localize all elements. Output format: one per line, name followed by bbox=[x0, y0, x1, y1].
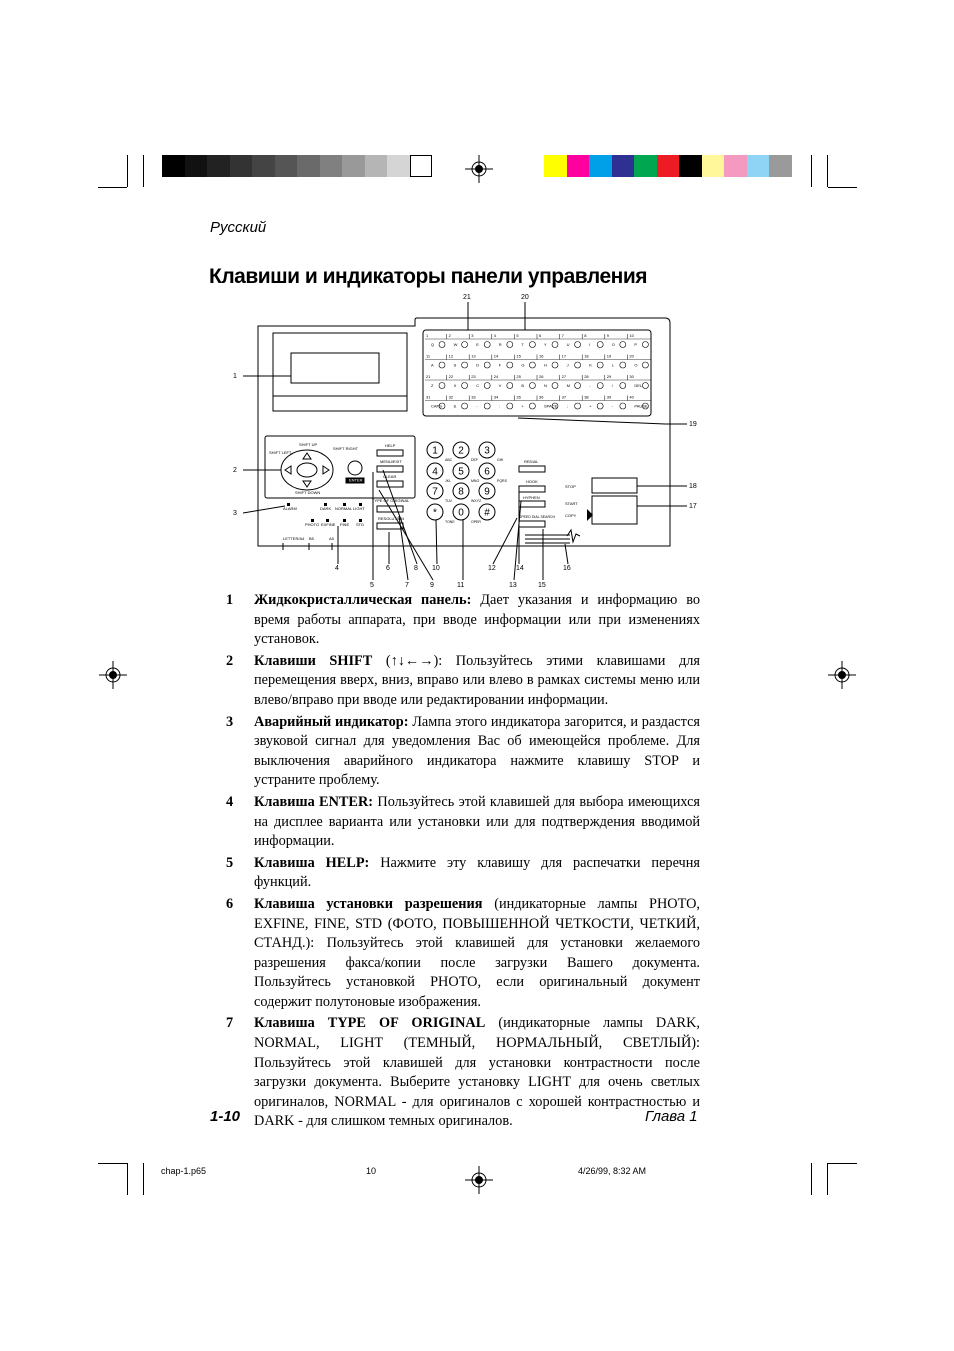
keyboard-key-number: 19 bbox=[606, 353, 612, 359]
keypad-key-label: 8 bbox=[458, 486, 464, 498]
keyboard-key-number: 10 bbox=[629, 333, 634, 338]
type-of-original-label: TYPE OF ORIGINAL bbox=[372, 498, 410, 503]
item-text: (индикаторные лампы PHOTO, EXFINE, FINE, STD (ФОТО, ПОВЫШЕННОЙ ЧЕТКОСТИ, ЧЕТКИЙ, СТАНД.): Пользуйтесь этой клавишей для установки желаемого разрешения факса/копии после загрузки Вашего документа. Пользуйтесь установкой PHOTO, если оригинальный документ содержит полутоновые изображения. bbox=[254, 895, 700, 1010]
keyboard-key-number: 39 bbox=[606, 394, 612, 400]
keyboard-key-number: 32 bbox=[448, 394, 454, 400]
keypad-key-sublabel: JKL bbox=[445, 479, 452, 483]
keyboard-key-number: 20 bbox=[629, 353, 634, 359]
description-item bbox=[226, 591, 700, 650]
registration-mark-right bbox=[828, 661, 856, 689]
keypad-key-sublabel: MNO bbox=[471, 479, 480, 483]
fine-label: FINE bbox=[340, 522, 350, 527]
color-swatch bbox=[567, 155, 590, 177]
keyboard-key-letter: J bbox=[566, 362, 569, 368]
one-touch-key bbox=[484, 342, 490, 348]
keyboard-key-letter: Z bbox=[431, 383, 434, 388]
paper-size-a5: A5 bbox=[329, 536, 334, 541]
item-title: Клавиша ENTER: bbox=[254, 793, 374, 810]
alarm-label: ALARM bbox=[283, 506, 297, 511]
keypad-key-label: 5 bbox=[458, 466, 464, 478]
callout-16: 16 bbox=[563, 565, 571, 572]
callout-14: 14 bbox=[516, 565, 524, 572]
item-number: 4 bbox=[226, 793, 234, 810]
callout-18: 18 bbox=[689, 483, 697, 490]
color-swatch bbox=[612, 155, 635, 177]
keyboard-key-letter: N bbox=[544, 383, 547, 388]
color-swatch bbox=[769, 155, 792, 177]
callout-12: 12 bbox=[488, 565, 496, 572]
keyboard-key-number: 7 bbox=[561, 333, 564, 338]
keyboard-key-number: 4 bbox=[493, 333, 497, 338]
keyboard-key-number: 18 bbox=[584, 353, 589, 359]
gray-swatch bbox=[230, 155, 253, 177]
start-copy-key-area bbox=[592, 496, 637, 524]
enter-center bbox=[297, 463, 317, 477]
item-text: (↑↓←→): Пользуйтесь этими клавишами для перемещения вверх, вниз, вправо или влево в рамках системы меню или влево/вправо при вводе или редактировании информации. bbox=[254, 652, 700, 708]
keyboard-key-number: 37 bbox=[561, 394, 567, 400]
keyboard-key-number: 3 bbox=[471, 333, 474, 338]
keyboard-key-number: 14 bbox=[493, 353, 499, 359]
resolution-label: RESOLUTION bbox=[378, 516, 405, 521]
item-title: Клавиша TYPE OF ORIGINAL bbox=[254, 1015, 486, 1032]
keyboard-key-letter: D bbox=[476, 362, 480, 368]
color-swatch bbox=[589, 155, 612, 177]
keyboard-key-number: 21 bbox=[426, 374, 431, 379]
keyboard-key-number: 11 bbox=[426, 353, 431, 359]
one-touch-key bbox=[620, 342, 626, 348]
keyboard-key-letter: CAPS bbox=[431, 403, 442, 409]
slug-page: 10 bbox=[366, 1166, 377, 1176]
item-title: Клавиша HELP: bbox=[254, 854, 370, 871]
one-touch-key bbox=[642, 383, 648, 389]
hyphen-label: HYPHEN bbox=[523, 495, 540, 500]
slug-date: 4/26/99, 8:32 AM bbox=[578, 1166, 647, 1176]
color-swatch bbox=[702, 155, 725, 177]
one-touch-key bbox=[529, 362, 535, 368]
keyboard-key-number: 22 bbox=[448, 374, 454, 379]
keyboard-key-letter: G bbox=[521, 362, 525, 368]
stop-key-area bbox=[592, 478, 637, 493]
keyboard-key-number: 8 bbox=[584, 333, 587, 338]
item-text: Лампа этого индикатора загорится, и раздастся звуковой сигнал для уведомления Вас об имеющейся проблеме. Для выключения аварийного индикатора нажмите клавишу STOP и устраните проблему. bbox=[254, 713, 700, 789]
keyboard-key-letter: + bbox=[521, 403, 524, 409]
keyboard-key-letter: I bbox=[589, 342, 591, 347]
keypad-key-label: 3 bbox=[484, 445, 490, 457]
keypad-key-sublabel: OPER bbox=[471, 520, 481, 524]
gray-swatch bbox=[185, 155, 208, 177]
keyboard-key-letter: : bbox=[498, 403, 500, 409]
callout-1: 1 bbox=[233, 373, 237, 380]
gray-swatch bbox=[275, 155, 298, 177]
callout-5: 5 bbox=[370, 582, 374, 588]
clear-key bbox=[377, 481, 403, 487]
keyboard-key-number: 26 bbox=[539, 374, 544, 379]
keyboard-key-letter: - bbox=[589, 383, 591, 388]
slug-file: chap-1.p65 bbox=[161, 1166, 207, 1176]
redial-label: REDIAL bbox=[524, 459, 539, 464]
key-description-list bbox=[226, 591, 700, 1134]
clear-label: CLEAR bbox=[383, 474, 397, 479]
item-title: Жидкокристаллическая панель: bbox=[254, 592, 472, 608]
keyboard-key-letter: / bbox=[611, 383, 613, 388]
keypad-key-sublabel: TUV bbox=[445, 499, 452, 503]
speed-dial-label: SPEED DIAL SEARCH bbox=[519, 515, 556, 519]
one-touch-key bbox=[575, 383, 581, 389]
keypad-key-label: 2 bbox=[458, 445, 464, 457]
lcd-screen bbox=[291, 353, 379, 383]
enter-label: ENTER bbox=[349, 477, 363, 483]
keypad-key-sublabel: GHI bbox=[497, 458, 504, 462]
description-item bbox=[226, 1014, 700, 1132]
one-touch-key bbox=[620, 403, 626, 409]
keyboard-key-letter: DEL bbox=[634, 383, 643, 388]
keyboard-key-number: 24 bbox=[493, 374, 499, 379]
callout-2: 2 bbox=[233, 467, 237, 474]
keyboard-key-letter: Y bbox=[544, 342, 547, 347]
callout-7: 7 bbox=[405, 582, 409, 588]
keypad-key-sublabel: DEF bbox=[471, 458, 478, 462]
paper-size-letter: LETTER/A4 bbox=[283, 536, 305, 541]
keypad-labels bbox=[432, 446, 507, 525]
keyboard-key-number: 23 bbox=[471, 374, 476, 379]
item-number: 2 bbox=[226, 652, 234, 669]
one-touch-key bbox=[507, 342, 513, 348]
one-touch-key bbox=[462, 383, 468, 389]
callout-8: 8 bbox=[414, 565, 418, 572]
callout-20: 20 bbox=[521, 294, 529, 301]
item-title: Клавиша установки разрешения bbox=[254, 895, 483, 912]
keyboard-key-number: 1 bbox=[426, 333, 429, 338]
help-key bbox=[377, 450, 403, 456]
keyboard-key-letter: U bbox=[566, 342, 570, 347]
keyboard-key-letter: B bbox=[521, 383, 525, 388]
gray-swatch bbox=[410, 155, 433, 177]
one-touch-key bbox=[620, 362, 626, 368]
item-title: Аварийный индикатор: bbox=[254, 713, 409, 730]
keypad-key-label: * bbox=[433, 507, 437, 519]
keypad-key-sublabel: WXYZ bbox=[471, 499, 482, 503]
one-touch-key bbox=[484, 362, 490, 368]
keypad-key-label: 6 bbox=[484, 466, 490, 478]
description-item bbox=[226, 895, 700, 1013]
keyboard-key-letter: M bbox=[566, 383, 570, 388]
gray-swatch bbox=[320, 155, 343, 177]
keyboard-key-number: 25 bbox=[516, 374, 521, 379]
keyboard-key-letter: & bbox=[453, 403, 457, 409]
callout-13: 13 bbox=[509, 582, 517, 588]
keyboard-key-number: 35 bbox=[516, 394, 521, 400]
description-item bbox=[226, 793, 700, 852]
keyboard-key-number: 9 bbox=[606, 333, 610, 338]
registration-mark-left bbox=[99, 661, 127, 689]
callout-4: 4 bbox=[335, 565, 339, 572]
one-touch-key bbox=[620, 383, 626, 389]
keyboard-key-number: 15 bbox=[516, 353, 521, 359]
keyboard-key-number: 29 bbox=[606, 374, 612, 379]
keypad-key-label: # bbox=[484, 507, 490, 519]
keyboard-key-letter: P bbox=[634, 342, 638, 347]
gray-swatch bbox=[387, 155, 410, 177]
keyboard-key-letter: H bbox=[544, 362, 547, 368]
description-item bbox=[226, 854, 700, 893]
keyboard-key-number: 30 bbox=[629, 374, 634, 379]
keyboard-key-letter: - bbox=[611, 403, 614, 409]
callout-19: 19 bbox=[689, 421, 697, 428]
one-touch-key bbox=[642, 362, 648, 368]
hook-key bbox=[519, 486, 545, 492]
keypad-key-label: 4 bbox=[432, 466, 438, 478]
keyboard-key-number: 16 bbox=[539, 353, 544, 359]
keyboard-key-letter: L bbox=[611, 362, 615, 368]
shift-key-pad bbox=[281, 450, 333, 490]
keypad-key-sublabel: PQRS bbox=[497, 479, 507, 483]
language-heading: Русский bbox=[210, 219, 267, 236]
copy-label: COPY bbox=[565, 513, 577, 518]
description-item bbox=[226, 652, 700, 711]
keyboard-key-letter: ; bbox=[566, 403, 568, 409]
one-touch-key bbox=[462, 403, 468, 409]
exfine-label: EXFINE bbox=[321, 522, 336, 527]
keyboard-key-letter: E bbox=[476, 342, 479, 347]
keyboard-key-letter: PAUSE bbox=[634, 403, 648, 409]
one-touch-key bbox=[529, 403, 535, 409]
description-item bbox=[226, 713, 700, 791]
item-text: (индикаторные лампы DARK, NORMAL, LIGHT (ТЕМНЫЙ, НОРМАЛЬНЫЙ, СВЕТЛЫЙ): Пользуйтесь этой клавишей для установки контрастности после загрузки документа. Выберите установку LIGHT для очень светлых оригиналов, NORMAL - для оригиналов с хорошей контрастностью и DARK - для слишком темных оригиналов. bbox=[254, 1015, 700, 1130]
one-touch-key bbox=[597, 362, 603, 368]
keyboard-key-letter: C bbox=[476, 383, 480, 388]
gray-swatch bbox=[342, 155, 365, 177]
keyboard-key-letter: A bbox=[431, 362, 434, 368]
keyboard-key-number: 28 bbox=[584, 374, 589, 379]
color-swatch bbox=[724, 155, 747, 177]
one-touch-key bbox=[642, 342, 648, 348]
callout-6: 6 bbox=[386, 565, 390, 572]
item-number: 6 bbox=[226, 895, 234, 912]
one-touch-key bbox=[462, 362, 468, 368]
keyboard-key-letter: V bbox=[498, 383, 502, 388]
item-text: Дает указания и информацию во время работы аппарата, при вводе информации или при изменениях установок. bbox=[254, 592, 700, 648]
callout-11: 11 bbox=[457, 582, 465, 588]
keyboard-key-number: 33 bbox=[471, 394, 476, 400]
color-swatch bbox=[679, 155, 702, 177]
shift-right-label: SHIFT RIGHT bbox=[333, 446, 359, 451]
dark-label: DARK bbox=[320, 506, 332, 511]
page-number: 1-10 bbox=[210, 1108, 241, 1125]
keypad-key-label: 1 bbox=[432, 445, 438, 457]
lcd-housing bbox=[273, 333, 407, 411]
item-number: 7 bbox=[226, 1015, 234, 1032]
one-touch-key bbox=[507, 383, 513, 389]
one-touch-key bbox=[575, 342, 581, 348]
callout-15: 15 bbox=[538, 582, 546, 588]
item-title: Клавиши SHIFT bbox=[254, 652, 373, 669]
one-touch-key bbox=[507, 362, 513, 368]
keyboard-key-number: 13 bbox=[471, 353, 476, 359]
keyboard-key-letter: SPACE bbox=[544, 403, 558, 409]
one-touch-key bbox=[439, 362, 445, 368]
keyboard-key-letter: - bbox=[476, 403, 478, 409]
keypad-key-label: 7 bbox=[432, 486, 438, 498]
one-touch-key bbox=[529, 342, 535, 348]
keyboard-key-number: 40 bbox=[629, 394, 634, 400]
one-touch-key bbox=[552, 383, 558, 389]
panel-outline bbox=[258, 318, 670, 546]
registration-mark-bottom bbox=[465, 1166, 493, 1194]
chapter-label: Глава 1 bbox=[645, 1108, 698, 1125]
light-label: LIGHT bbox=[353, 506, 365, 511]
registration-mark-top bbox=[465, 155, 493, 183]
keyboard-key-letter: S bbox=[453, 362, 457, 368]
keyboard-key-number: 12 bbox=[448, 353, 454, 359]
color-swatch bbox=[657, 155, 680, 177]
keyboard-key-letter: + bbox=[589, 403, 592, 409]
hyphen-key bbox=[519, 501, 545, 507]
keyboard-key-number: 17 bbox=[561, 353, 567, 359]
keyboard-key-number: 2 bbox=[448, 333, 451, 338]
callout-10: 10 bbox=[432, 565, 440, 572]
speed-dial-key bbox=[519, 521, 545, 527]
gray-swatch bbox=[297, 155, 320, 177]
color-swatch bbox=[544, 155, 567, 177]
keyboard-key-number: 31 bbox=[426, 394, 431, 400]
one-touch-key bbox=[529, 383, 535, 389]
one-touch-key bbox=[552, 362, 558, 368]
one-touch-key bbox=[597, 403, 603, 409]
keyboard-key-letter: Q bbox=[431, 342, 435, 347]
std-label: STD bbox=[356, 522, 364, 527]
item-text: Пользуйтесь этой клавишей для выбора имеющихся на дисплее варианта или установки или для подтверждения вводимой информации. bbox=[254, 793, 700, 850]
keyboard-key-letter: X bbox=[453, 383, 457, 388]
one-touch-key bbox=[575, 362, 581, 368]
gray-swatch bbox=[365, 155, 388, 177]
keyboard-key-number: 27 bbox=[561, 374, 567, 379]
keyboard-key-letter: F bbox=[498, 362, 502, 368]
keypad-key-label: 9 bbox=[484, 486, 490, 498]
one-touch-key bbox=[552, 342, 558, 348]
keyboard-key-letter: O bbox=[611, 342, 615, 347]
keyboard-key-number: 5 bbox=[516, 333, 519, 338]
item-text: Нажмите эту клавишу для распечатки перечня функций. bbox=[254, 854, 700, 891]
shift-left-label: SHIFT LEFT bbox=[269, 450, 292, 455]
redial-key bbox=[519, 466, 545, 472]
keyboard-key-number: 34 bbox=[493, 394, 499, 400]
keyboard-key-letter: W bbox=[453, 342, 458, 347]
menu-exit-key bbox=[377, 466, 403, 472]
one-touch-key bbox=[597, 383, 603, 389]
keypad-key-sublabel: TONE bbox=[445, 520, 455, 524]
color-swatch bbox=[634, 155, 657, 177]
hook-label: HOOK bbox=[526, 479, 538, 484]
page-title: Клавиши и индикаторы панели управления bbox=[209, 265, 648, 288]
callout-9: 9 bbox=[430, 582, 434, 588]
one-touch-key bbox=[575, 403, 581, 409]
keyboard-key-number: 38 bbox=[584, 394, 589, 400]
keypad-key-label: 0 bbox=[458, 507, 464, 519]
callout-3: 3 bbox=[233, 510, 237, 517]
stop-label: STOP bbox=[565, 484, 576, 489]
keyboard-key-number: 6 bbox=[539, 333, 542, 338]
help-label: HELP bbox=[385, 443, 396, 448]
item-number: 1 bbox=[226, 592, 234, 608]
start-label: START bbox=[565, 501, 578, 506]
keyboard-key-letter: K bbox=[589, 362, 592, 368]
keypad-key-sublabel: ABC bbox=[445, 458, 453, 462]
one-touch-key bbox=[484, 383, 490, 389]
keyboard-key-letter: R bbox=[498, 342, 502, 347]
one-touch-key bbox=[439, 342, 445, 348]
one-touch-key bbox=[462, 342, 468, 348]
shift-down-label: SHIFT DOWN bbox=[295, 490, 321, 495]
keyboard-key-letter: T bbox=[521, 342, 524, 347]
normal-label: NORMAL bbox=[335, 506, 353, 511]
item-number: 5 bbox=[226, 854, 234, 871]
keyboard-grid bbox=[425, 333, 651, 409]
item-number: 3 bbox=[226, 713, 234, 730]
color-swatch bbox=[747, 155, 770, 177]
gray-swatch bbox=[252, 155, 275, 177]
one-touch-key bbox=[484, 403, 490, 409]
gray-swatch bbox=[162, 155, 185, 177]
gray-swatch bbox=[207, 155, 230, 177]
one-touch-key bbox=[597, 342, 603, 348]
callout-21: 21 bbox=[463, 294, 471, 301]
shift-up-label: SHIFT UP bbox=[299, 442, 318, 447]
one-touch-key bbox=[507, 403, 513, 409]
one-touch-key bbox=[439, 383, 445, 389]
photo-label: PHOTO bbox=[305, 522, 320, 527]
keyboard-key-number: 36 bbox=[539, 394, 544, 400]
keyboard-key-letter: O bbox=[634, 362, 638, 368]
paper-size-b5: B5 bbox=[309, 536, 314, 541]
enter-key bbox=[348, 461, 362, 475]
menu-exit-label: MENU/EXIT bbox=[380, 459, 402, 464]
control-panel-diagram bbox=[225, 288, 705, 588]
callout-17: 17 bbox=[689, 503, 697, 510]
